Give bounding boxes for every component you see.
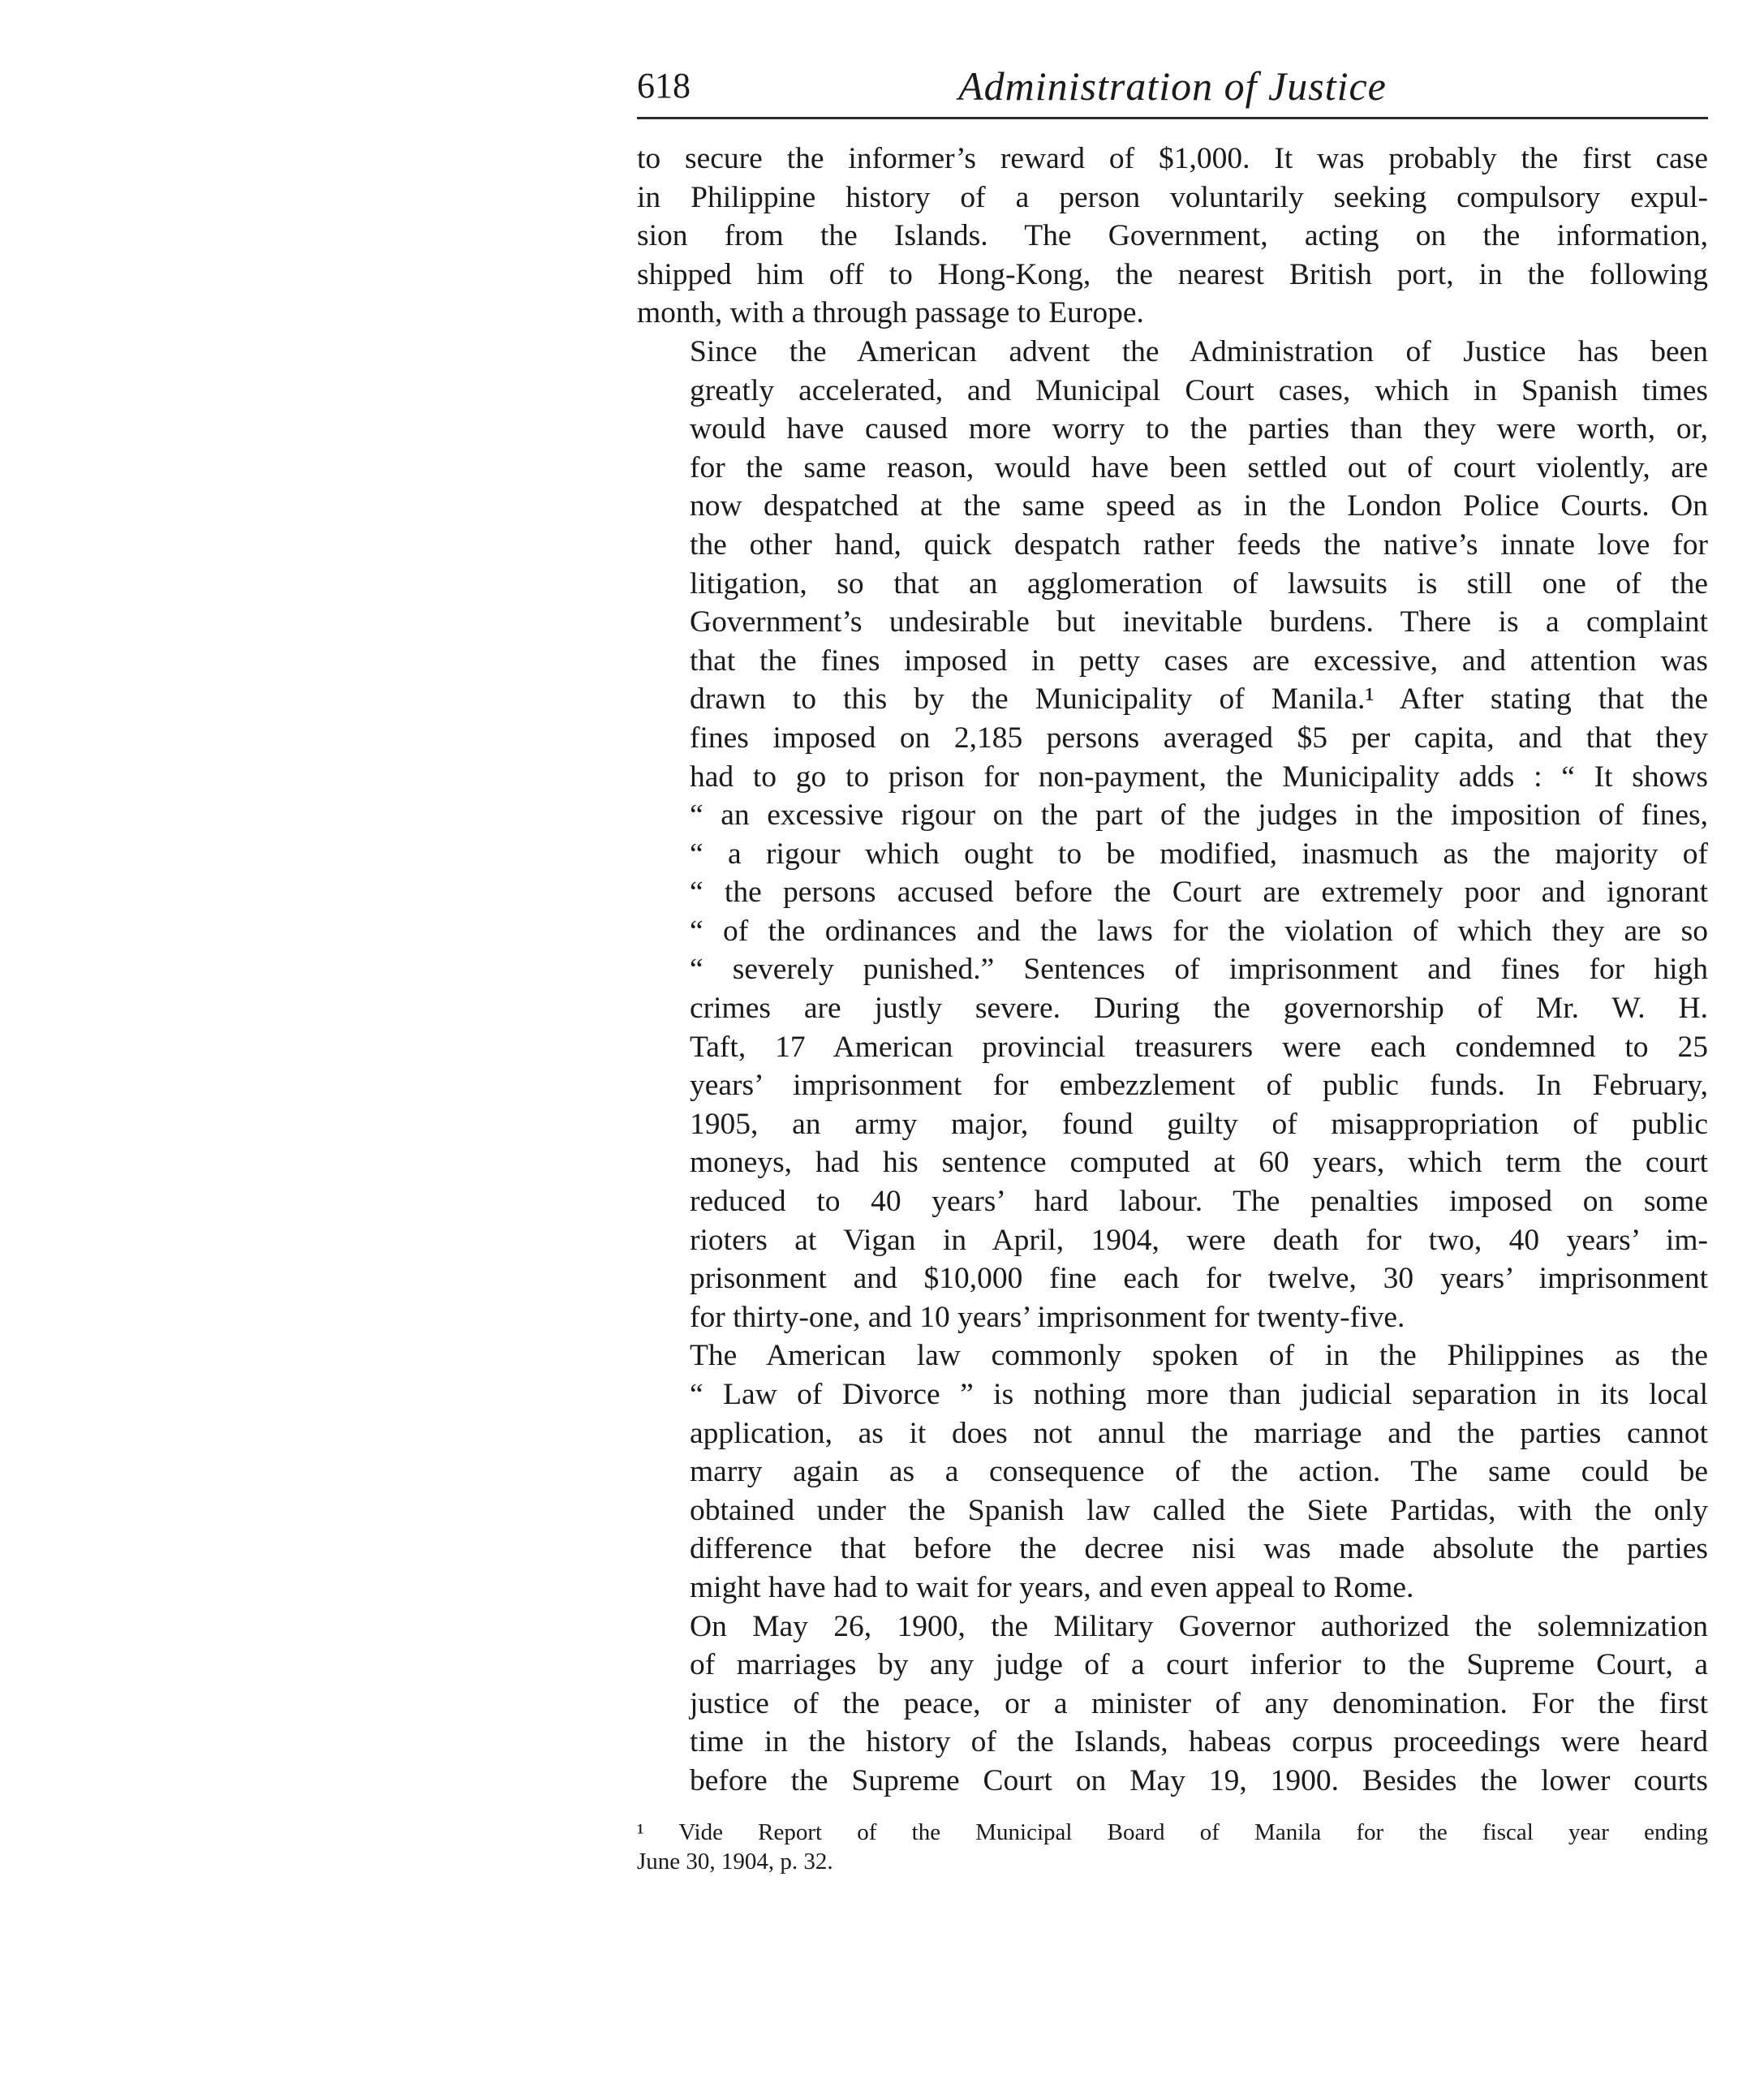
- text-line: of marriages by any judge of a court inferior to the Supreme Court, a: [690, 1648, 1708, 1682]
- text-line: greatly accelerated, and Municipal Court cases, which in Spanish times: [690, 373, 1708, 407]
- text-line: time in the history of the Islands, habeas corpus proceedings were heard: [690, 1725, 1708, 1759]
- paragraph-law-of-divorce: [637, 1336, 1708, 1607]
- header-rule: [637, 117, 1708, 119]
- text-line: to secure the informer’s reward of $1,000. It was probably the first case: [637, 142, 1708, 175]
- text-line: “ an excessive rigour on the part of the judges in the imposition of fines,: [690, 798, 1708, 833]
- text-line: sion from the Islands. The Government, acting on the information,: [637, 219, 1708, 253]
- text-line: Since the American advent the Administration of Justice has been: [690, 334, 1708, 368]
- text-line: prisonment and $10,000 fine each for twelve, 30 years’ imprisonment: [690, 1262, 1708, 1296]
- text-line: The American law commonly spoken of in the Philippines as the: [690, 1339, 1708, 1373]
- text-line: for the same reason, would have been settled out of court violently, are: [690, 450, 1708, 484]
- page-number: 618: [637, 66, 691, 105]
- text-line: Government’s undesirable but inevitable burdens. There is a complaint: [690, 605, 1708, 639]
- text-line: in Philippine history of a person voluntarily seeking compulsory expul-: [637, 180, 1708, 214]
- text-line: reduced to 40 years’ hard labour. The penalties imposed on some: [690, 1185, 1708, 1219]
- text-line: fines imposed on 2,185 persons averaged $5 per capita, and that they: [690, 721, 1708, 755]
- text-line: crimes are justly severe. During the governorship of Mr. W. H.: [690, 992, 1708, 1026]
- text-line: “ of the ordinances and the laws for the violation of which they are so: [690, 914, 1708, 948]
- footnote-line: June 30, 1904, p. 32.: [637, 1849, 833, 1875]
- text-line: “ severely punished.” Sentences of imprisonment and fines for high: [690, 953, 1708, 987]
- text-line: On May 26, 1900, the Military Governor authorized the solemnization: [690, 1609, 1708, 1643]
- text-line: moneys, had his sentence computed at 60 years, which term the court: [690, 1146, 1708, 1180]
- text-line: that the fines imposed in petty cases are excessive, and attention was: [690, 644, 1708, 678]
- text-line: “ Law of Divorce ” is nothing more than judicial separation in its local: [690, 1378, 1708, 1411]
- text-line: rioters at Vigan in April, 1904, were death for two, 40 years’ im-: [690, 1223, 1708, 1257]
- text-line: the other hand, quick despatch rather feeds the native’s innate love for: [690, 527, 1708, 562]
- paragraph-informer-reward: [637, 140, 1708, 333]
- text-line: marry again as a consequence of the action. The same could be: [690, 1455, 1708, 1489]
- text-line: for thirty-one, and 10 years’ imprisonment for twenty-five.: [690, 1300, 1405, 1334]
- text-line: 1905, an army major, found guilty of misappropriation of public: [690, 1107, 1708, 1141]
- text-line: years’ imprisonment for embezzlement of public funds. In February,: [690, 1069, 1708, 1103]
- body-text: [637, 140, 1708, 1801]
- text-line: obtained under the Spanish law called the Siete Partidas, with the only: [690, 1493, 1708, 1527]
- text-line: litigation, so that an agglomeration of lawsuits is still one of the: [690, 566, 1708, 600]
- text-line: “ a rigour which ought to be modified, inasmuch as the majority of: [690, 837, 1708, 871]
- text-line: drawn to this by the Municipality of Manila.¹ After stating that the: [690, 682, 1708, 717]
- text-line: now despatched at the same speed as in the London Police Courts. On: [690, 489, 1708, 523]
- text-line: shipped him off to Hong-Kong, the nearest British port, in the following: [637, 257, 1708, 291]
- text-line: might have had to wait for years, and even appeal to Rome.: [690, 1570, 1414, 1604]
- text-line: justice of the peace, or a minister of any denomination. For the first: [690, 1686, 1708, 1720]
- paragraph-municipal-courts: [637, 333, 1708, 1336]
- text-line: month, with a through passage to Europe.: [637, 296, 1144, 330]
- running-head: [637, 54, 1708, 118]
- footnote-line: ¹ Vide Report of the Municipal Board of Manila for the fiscal year ending: [637, 1819, 1708, 1845]
- running-title: Administration of Justice: [958, 63, 1387, 109]
- text-line: Taft, 17 American provincial treasurers were each condemned to 25: [690, 1030, 1708, 1064]
- text-line: application, as it does not annul the marriage and the parties cannot: [690, 1416, 1708, 1450]
- text-line: had to go to prison for non-payment, the Municipality adds : “ It shows: [690, 760, 1708, 794]
- paragraph-marriage-solemnization: [637, 1608, 1708, 1801]
- text-line: before the Supreme Court on May 19, 1900. Besides the lower courts: [690, 1763, 1708, 1797]
- footnote: [637, 1818, 1708, 1876]
- text-line: “ the persons accused before the Court are extremely poor and ignorant: [690, 876, 1708, 910]
- text-line: would have caused more worry to the parties than they were worth, or,: [690, 412, 1708, 446]
- text-line: difference that before the decree nisi was made absolute the parties: [690, 1532, 1708, 1566]
